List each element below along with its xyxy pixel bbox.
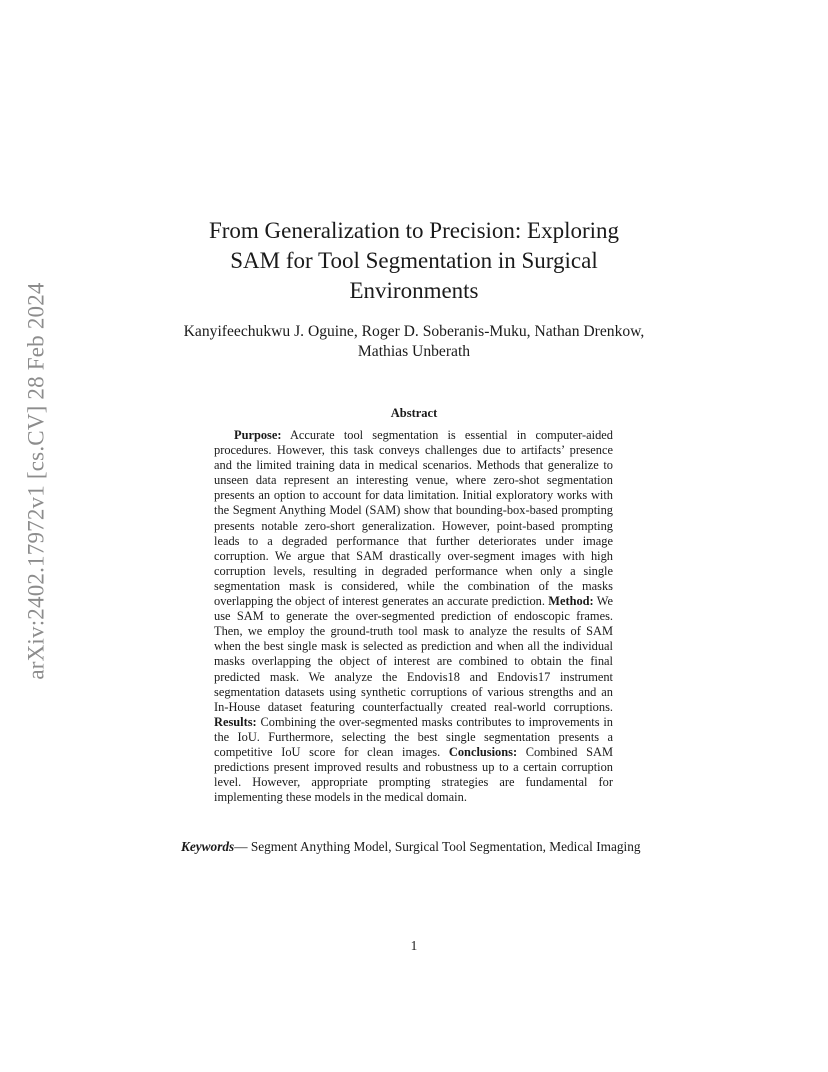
author-list: Kanyifeechukwu J. Oguine, Roger D. Soberanis-Muku, Nathan Drenkow, Mathias Unberath xyxy=(183,323,645,360)
paper-title: From Generalization to Precision: Exploring SAM for Tool Segmentation in Surgical Environments xyxy=(208,218,620,303)
abstract-heading: Abstract xyxy=(390,406,438,420)
results-text: Combining the over-segmented masks contributes to improvements in the IoU. Furthermore, selecting the best single segmentation presents a competitive IoU score for clean images. xyxy=(214,714,613,759)
page-number: 1 xyxy=(410,938,418,953)
keywords-dash: — xyxy=(234,839,248,854)
keywords-text: Segment Anything Model, Surgical Tool Segmentation, Medical Imaging xyxy=(250,839,641,854)
conclusions-label: Conclusions: xyxy=(448,744,518,759)
method-label: Method: xyxy=(548,594,594,609)
purpose-label: Purpose: xyxy=(234,428,282,442)
arxiv-id-text: arXiv:2402.17972v1 [cs.CV] 28 Feb 2024 xyxy=(24,281,50,680)
results-label: Results: xyxy=(214,714,257,729)
conclusions-text: Combined SAM predictions present improved results and robustness up to a certain corruption level. However, appropriate prompting strategies are fundamental for implementing these models in the medical domain. xyxy=(214,744,613,805)
purpose-text: Accurate tool segmentation is essential in computer-aided procedures. However, this task conveys challenges due to artifacts’ presence and the limited training data in medical scenarios. Methods that generalize to unseen data represent an interesting venue, where zero-shot segmentation presents an option to account for data limitation. Initial exploratory works with the Segment Anything Model (SAM) show that bounding-box-based prompting presents notable zero-short generalization. However, point-based prompting leads to a degraded performance that further deteriorates under image corruption. We argue that SAM drastically over-segment images with high corruption levels, resulting in degraded performance when only a single segmentation mask is considered, while the combination of the masks overlapping the object of interest generates an accurate prediction. xyxy=(214,428,613,609)
keywords-section xyxy=(181,838,647,855)
keywords-label: Keywords xyxy=(181,839,235,854)
method-text: We use SAM to generate the over-segmented prediction of endoscopic frames. Then, we employ the ground-truth tool mask to analyze the results of SAM when the best single mask is selected as prediction and when all the individual masks overlapping the object of interest are combined to obtain the final predicted mask. We analyze the Endovis18 and Endovis17 instrument segmentation datasets using synthetic corruptions of various strengths and an In-House dataset featuring counterfactually created real-world corruptions. xyxy=(214,594,613,714)
arxiv-identifier-stamp xyxy=(21,281,53,680)
abstract-body xyxy=(214,428,613,805)
